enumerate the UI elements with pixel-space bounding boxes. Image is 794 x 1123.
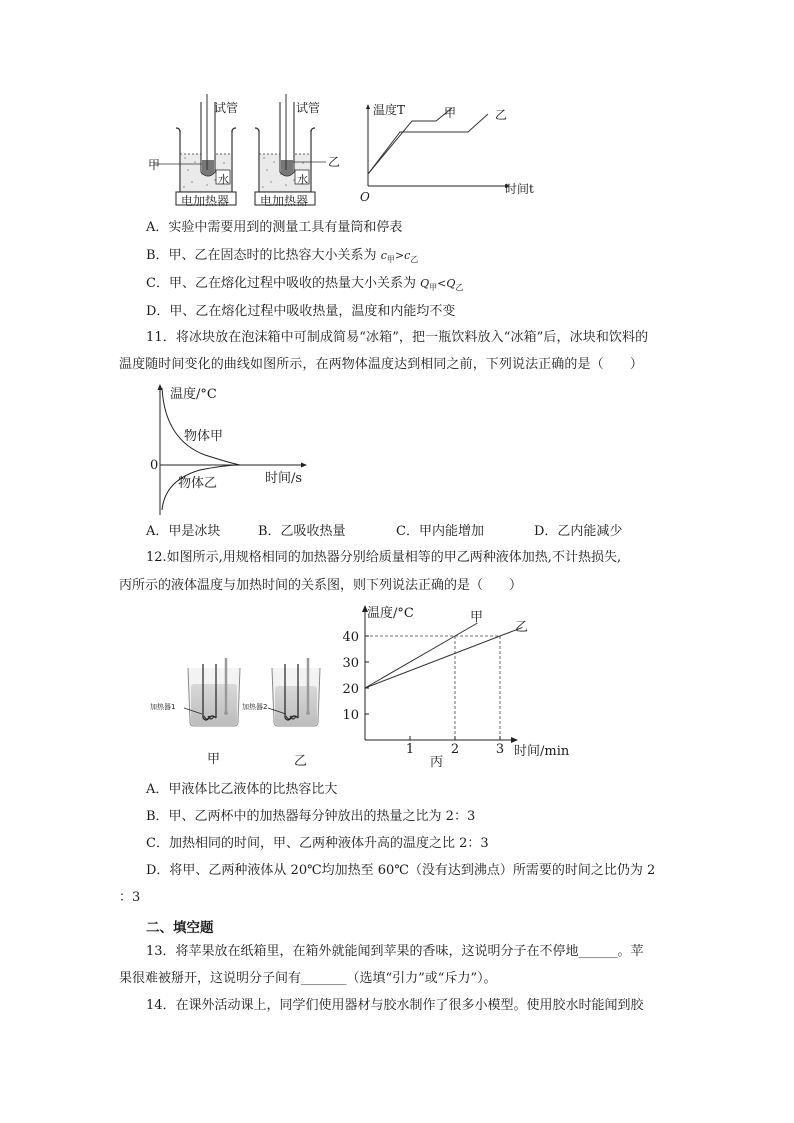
x-tick-label: 2 (450, 742, 460, 757)
q11-graph-ylabel: 温度/°C (170, 387, 217, 402)
q11-stem-line1: 11．将冰块放在泡沫箱中可制成简易“冰箱”，把一瓶饮料放入“冰箱”后，冰块和饮料的 (146, 330, 649, 345)
series-line-yi (365, 627, 523, 688)
q12-series-jia-label: 甲 (470, 610, 484, 625)
heater1-label: 加热器1 (150, 703, 176, 711)
q12-chart-xlabel: 时间/min (514, 744, 570, 759)
graph-line-yi (368, 114, 488, 174)
q11-option-d: D．乙内能减少 (534, 524, 623, 539)
q10-option-b: B．甲、乙在固态时的比热容大小关系为 $c_甲>c_乙$ (146, 248, 419, 264)
q12-chart-ylabel: 温度/°C (367, 606, 414, 621)
q12-option-a: A．甲液体比乙液体的比热容比大 (146, 782, 338, 797)
chart-series (365, 623, 523, 688)
q12-beakers-figure (150, 650, 340, 730)
q10-option-d: D．甲、乙在熔化过程中吸收热量，温度和内能均不变 (146, 304, 456, 319)
y-tick-label: 20 (342, 682, 359, 697)
heater2-label: 加热器2 (242, 703, 268, 711)
yi-label: 乙 (328, 155, 341, 169)
chart-ticks (342, 630, 504, 757)
y-tick-label: 30 (342, 656, 359, 671)
q12-option-d-line2: ：3 (119, 890, 141, 905)
beaker-yi-label: 乙 (294, 754, 308, 769)
q10-graph-ylabel: 温度T (373, 103, 406, 117)
q11-option-b: B．乙吸收热量 (258, 524, 346, 539)
beaker-jia-label: 甲 (207, 752, 221, 767)
q10-option-a: A．实验中需要用到的测量工具有量筒和停表 (146, 220, 403, 235)
q12-series-yi-label: 乙 (515, 620, 529, 635)
q12-option-c: C．加热相同的时间，甲、乙两种液体升高的温度之比 2：3 (146, 836, 489, 851)
heater-label-left: 电加热器 (181, 194, 230, 208)
q10-graph-yi: 乙 (495, 108, 508, 122)
tube-label-right: 试管 (296, 101, 321, 115)
water-label-left: 水 (218, 173, 229, 186)
q10-graph-xlabel: 时间t (505, 182, 534, 196)
q12-option-b: B．甲、乙两杯中的加热器每分钟放出的热量之比为 2：3 (146, 809, 476, 824)
q11-graph-curve2: 物体乙 (178, 476, 218, 491)
chart-gridlines (365, 636, 500, 740)
section-heading-fill-blank: 二、填空题 (146, 920, 214, 936)
q13-line1: 13．将苹果放在纸箱里，在箱外就能闻到苹果的香味，这说明分子在不停地______。苹 (146, 944, 644, 959)
q10-option-c: C．甲、乙在熔化过程中吸收的热量大小关系为 $Q_甲<Q_乙$ (146, 276, 464, 292)
q10-apparatus-figure (140, 92, 355, 207)
chart-axes (362, 605, 518, 743)
q11-stem-line2: 温度随时间变化的曲线如图所示，在两物体温度达到相同之前，下列说法正确的是（ ） (119, 357, 644, 372)
x-tick-label: 1 (405, 742, 415, 757)
heater-label-right: 电加热器 (260, 194, 309, 208)
q10-graph-jia: 甲 (444, 106, 457, 120)
series-line-jia (365, 623, 478, 688)
q12-stem-line2: 丙所示的液体温度与加热时间的关系图，则下列说法正确的是（ ） (119, 578, 523, 593)
q12-option-d-line1: D．将甲、乙两种液体从 20℃均加热至 60℃（没有达到沸点）所需要的时间之比仍为 2 (146, 863, 656, 878)
q12-chart-caption: 丙 (430, 755, 444, 770)
q11-graph-xlabel: 时间/s (265, 471, 303, 486)
x-tick-label: 3 (495, 742, 505, 757)
y-tick-label: 40 (342, 630, 359, 645)
y-tick-label: 10 (342, 708, 359, 723)
q11-option-c: C．甲内能增加 (396, 524, 484, 539)
water-label-right: 水 (297, 173, 308, 186)
q11-option-a: A．甲是冰块 (146, 524, 221, 539)
q13-line2: 果很难被掰开，这说明分子间有_______（选填“引力”或“斥力”）。 (119, 971, 497, 986)
q10-graph-origin: O (360, 190, 370, 204)
tube-label-left: 试管 (214, 101, 239, 115)
q14-line1: 14．在课外活动课上，同学们使用器材与胶水制作了很多小模型。使用胶水时能闻到胶 (146, 998, 644, 1013)
jia-label: 甲 (148, 158, 161, 172)
q12-stem-line1: 12.如图所示,用规格相同的加热器分别给质量相等的甲乙两种液体加热,不计热损失, (146, 550, 622, 565)
q11-graph-curve1: 物体甲 (184, 429, 224, 444)
q11-graph-zero: 0 (150, 458, 159, 473)
